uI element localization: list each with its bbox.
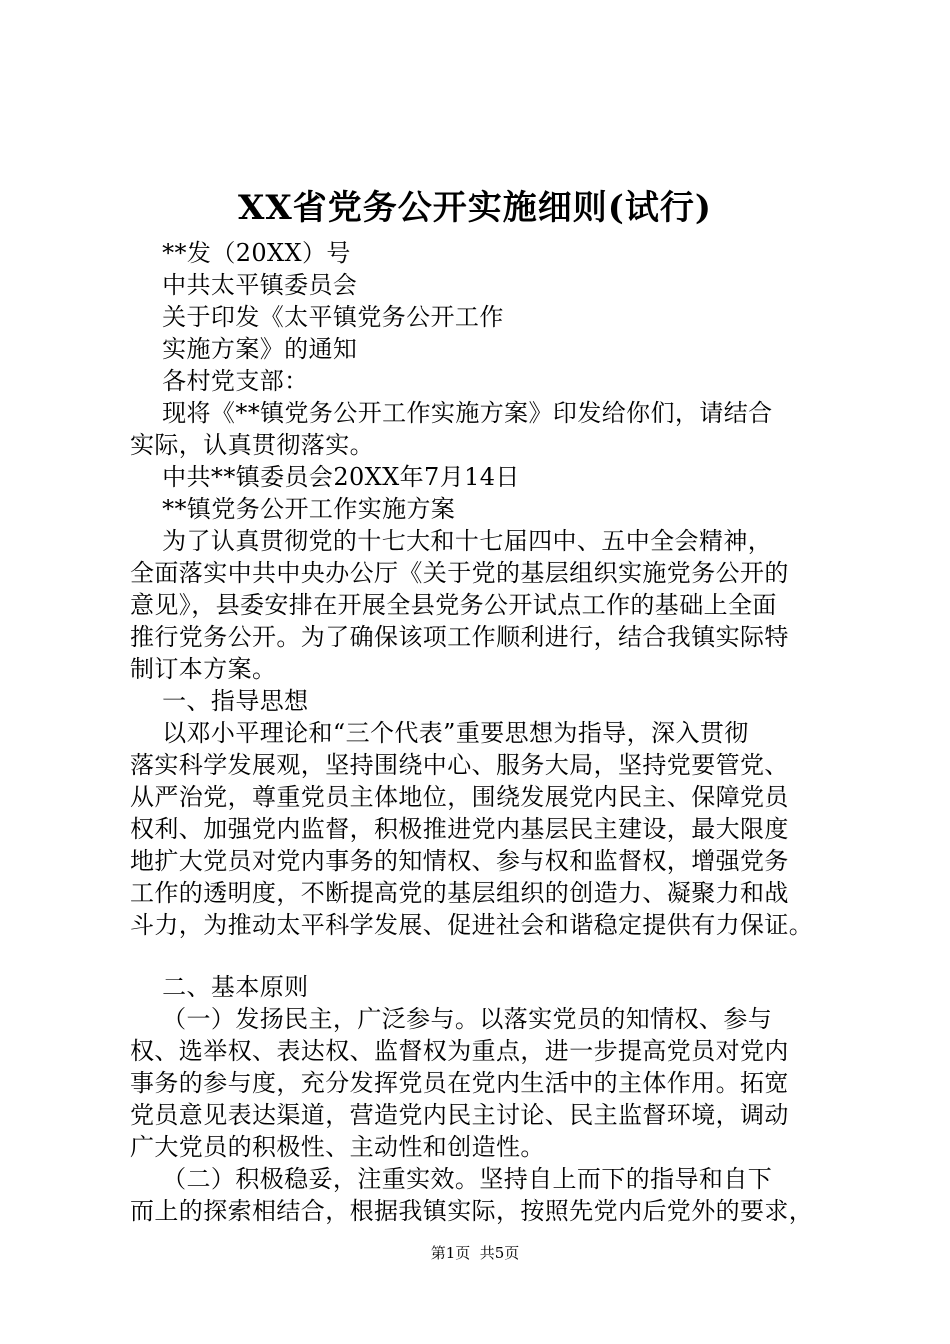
- paragraph-line: 落实科学发展观，坚持围绕中心、服务大局，坚持党要管党、: [130, 751, 789, 779]
- paragraph-line: 意见》，县委安排在开展全县党务公开试点工作的基础上全面: [130, 591, 777, 619]
- paragraph-line: 斗力，为推动太平科学发展、促进社会和谐稳定提供有力保证。: [130, 911, 814, 939]
- paragraph-line: 为了认真贯彻党的十七大和十七届四中、五中全会精神，: [130, 527, 773, 555]
- paragraph-line: 各村党支部：: [130, 367, 309, 395]
- paragraph-gap: [130, 941, 850, 971]
- paragraph-line: 权利、加强党内监督，积极推进党内基层民主建设，最大限度: [130, 815, 789, 843]
- paragraph-line: 中共太平镇委员会: [130, 271, 358, 299]
- document-title: XX省党务公开实施细则(试行): [238, 188, 712, 228]
- paragraph-line: （一）发扬民主，广泛参与。以落实党员的知情权、参与: [130, 1005, 773, 1033]
- paragraph-line: 而上的探索相结合，根据我镇实际，按照先党内后党外的要求，: [130, 1197, 814, 1225]
- paragraph-line: （二）积极稳妥，注重实效。坚持自上而下的指导和自下: [130, 1165, 773, 1193]
- paragraph-line: 权、选举权、表达权、监督权为重点，进一步提高党员对党内: [130, 1037, 789, 1065]
- paragraph-line: 制订本方案。: [130, 655, 277, 683]
- paragraph-line: 工作的透明度，不断提高党的基层组织的创造力、凝聚力和战: [130, 879, 789, 907]
- paragraph-line: 关于印发《太平镇党务公开工作: [130, 303, 504, 331]
- section-heading: 一、指导思想: [130, 687, 309, 715]
- paragraph-line: 推行党务公开。为了确保该项工作顺利进行，结合我镇实际特: [130, 623, 789, 651]
- paragraph-line: **镇党务公开工作实施方案: [130, 495, 456, 523]
- paragraph-line: 党员意见表达渠道，营造党内民主讨论、民主监督环境，调动: [130, 1101, 789, 1129]
- paragraph-line: 实际，认真贯彻落实。: [130, 431, 374, 459]
- paragraph-line: 广大党员的积极性、主动性和创造性。: [130, 1133, 545, 1161]
- paragraph-line: 事务的参与度，充分发挥党员在党内生活中的主体作用。拓宽: [130, 1069, 789, 1097]
- paragraph-line: 以邓小平理论和“三个代表”重要思想为指导，深入贯彻: [130, 719, 749, 747]
- page-number-footer: 第1页 共5页: [430, 1244, 520, 1262]
- paragraph-line: 全面落实中共中央办公厅《关于党的基层组织实施党务公开的: [130, 559, 789, 587]
- paragraph-line: 地扩大党员对党内事务的知情权、参与权和监督权，增强党务: [130, 847, 789, 875]
- paragraph-line: **发（20XX）号: [130, 239, 351, 267]
- paragraph-line: 中共**镇委员会20XX年7月14日: [130, 463, 520, 491]
- paragraph-line: 实施方案》的通知: [130, 335, 358, 363]
- paragraph-line: 从严治党，尊重党员主体地位，围绕发展党内民主、保障党员: [130, 783, 789, 811]
- section-heading: 二、基本原则: [130, 973, 309, 1001]
- paragraph-line: 现将《**镇党务公开工作实施方案》印发给你们，请结合: [130, 399, 773, 427]
- document-body: [130, 237, 850, 1227]
